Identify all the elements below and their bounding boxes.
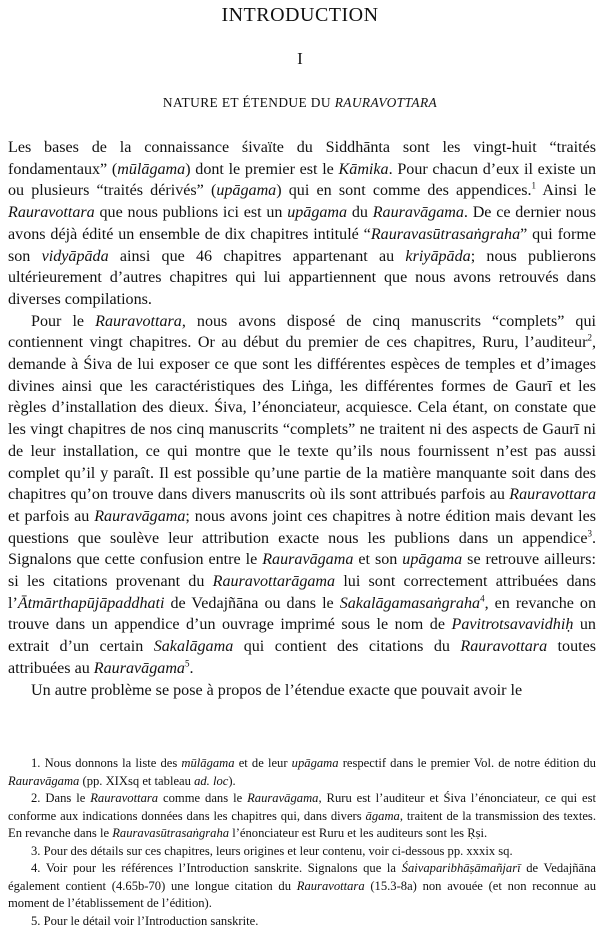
text-run: (15.3-8a) non avouée (et non reconnue au moment de l’établissement de l’édition). (8, 878, 596, 910)
footnote-ref: 1 (531, 181, 537, 192)
text-run: toutes attribuées au (8, 638, 597, 677)
paragraph (8, 680, 596, 702)
italic-term: mūlāgama (117, 160, 186, 178)
text-run: ) dont le premier est le (185, 160, 339, 178)
text-run: se retrouve ailleurs: si les citations provenant du (8, 551, 596, 591)
italic-term: Rauravottara (8, 204, 95, 222)
italic-term: Rauravāgama (247, 791, 319, 805)
italic-term: upāgama (287, 204, 348, 222)
italic-term: Pavitrotsavavidhiḥ (451, 616, 574, 634)
text-run: et parfois au (8, 507, 95, 525)
footnote (8, 860, 596, 913)
italic-term: upāgama (402, 551, 463, 569)
italic-term: mūlāgama (181, 756, 235, 770)
text-run: l’énonciateur est Ruru et les auditeurs sont les Ṛṣi. (229, 826, 488, 840)
italic-term: kriyāpāda (405, 247, 471, 265)
italic-term: Rauravasūtrasaṅgraha (370, 225, 521, 243)
italic-term: Ātmārthapūjāpaddhati (17, 594, 165, 612)
text-run: 3. Pour des détails sur ces chapitres, leurs origines et leur contenu, voir ci-dessous pp. xxxix sq. (31, 843, 513, 858)
footnote-ref: 4 (480, 593, 485, 604)
text-run: . Pour chacun d’eux il existe un ou plusieurs “traités dérivés” ( (8, 160, 597, 200)
italic-term: Sakalāgama (153, 638, 234, 656)
text-run: un extrait d’un certain (8, 616, 596, 656)
italic-term: Rauravāgama (262, 551, 354, 569)
text-run: respectif dans le premier Vol. de notre édition du (338, 756, 596, 770)
italic-term: Rauravasūtrasaṅgraha (112, 826, 230, 840)
italic-term: Rauravāgama (94, 507, 186, 525)
text-run: Ainsi le (536, 182, 596, 200)
text-run: . Signalons que cette confusion entre le (8, 529, 596, 569)
text-run: 2. Dans le (31, 791, 91, 805)
italic-term: Rauravottara (509, 486, 596, 504)
section-heading (0, 95, 600, 111)
footnote (8, 790, 596, 843)
text-run: , traitent de la transmission des textes. En revanche dans le (8, 808, 596, 840)
text-run: Pour le (31, 312, 96, 330)
page-title: INTRODUCTION (221, 4, 379, 26)
italic-term: upāgama (216, 182, 277, 200)
text-run: ” qui forme son (8, 225, 596, 265)
italic-term: Sakalāgamasaṅgraha (339, 594, 481, 612)
footnote (8, 843, 596, 861)
italic-term: Rauravāgama (8, 773, 80, 788)
italic-term: Rauravottara (296, 878, 365, 893)
footnotes (8, 755, 596, 930)
text-run: du (347, 204, 373, 222)
text-run: de Vedajñāna également contient (4.65b-70) une longue citation du (8, 861, 597, 893)
italic-term: Rauravottara (90, 791, 159, 805)
italic-term: Rauravāgama (93, 659, 185, 677)
text-run: Un autre problème se pose à propos de l’étendue exacte que pouvait avoir le (31, 681, 523, 699)
footnote (8, 913, 596, 931)
paragraph (8, 311, 596, 680)
text-run: ainsi que 46 chapitres appartenant au (108, 247, 406, 265)
section-heading-text: NATURE ET ÉTENDUE DU (162, 95, 335, 110)
footnote-ref: 5 (184, 658, 190, 669)
text-run: ). (228, 773, 236, 788)
italic-term: Rauravottara (460, 638, 548, 656)
italic-term: āgama (365, 808, 400, 823)
part-numeral: I (297, 49, 303, 68)
paragraph (8, 137, 596, 311)
italic-term: ad. loc (194, 773, 229, 788)
italic-term: Rauravāgama (372, 204, 464, 222)
footnote-ref: 3 (587, 528, 592, 539)
text-run: ; nous avons joint ces chapitres à notre édition mais devant les questions que soulève leur attribution exacte nous les publions dans un appendice (8, 507, 596, 547)
text-run: de Vedajñāna ou dans le (164, 594, 340, 612)
text-run: qui contient des citations du (233, 638, 461, 656)
italic-term: upāgama (291, 756, 339, 770)
main-text (8, 137, 596, 701)
italic-term: vidyāpāda (41, 247, 109, 265)
text-run: que nous publions ici est un (94, 204, 288, 222)
italic-term: Śaivaparibhāṣāmañjarī (401, 861, 521, 875)
text-run: , demande à Śiva de lui exposer ce que sont les différentes espèces de temples et d’images divines ainsi que les caractéristiques des Liṅga, les différentes formes de Gaurī et les règles d’installation des dieux. Śiva, l’énonciateur, acquiesce. Cela étant, on constate que les vingt chapitres de nos cinq manuscrits “complets” ne traitent ni des aspects de Gaurī ni de leur installation, ce qui montre que le texte qu’ils nous fournissent n’est pas aussi complet qu’il y paraît. Il est possible qu’une partie de la matière manquante soit dans des chapitres qu’on trouve dans divers manuscrits où ils sont attribués parfois au (8, 334, 596, 504)
text-run: ) qui en sont comme des appendices. (276, 182, 532, 200)
italic-term: Rauravottara (95, 312, 182, 330)
text-run: 4. Voir pour les références l’Introduction sanskrite. Signalons que la (31, 861, 402, 875)
text-run: lui sont correctement attribuées dans l’ (8, 573, 596, 612)
text-run: et de leur (234, 756, 292, 770)
text-run: , nous avons disposé de cinq manuscrits “complets” qui contiennent vingt chapitres. Or au début du premier de ces chapitres, Ruru, l’auditeur (8, 312, 596, 352)
italic-term: Kāmika (338, 160, 389, 178)
text-run: 1. Nous donnons la liste des (31, 756, 182, 770)
text-run: , Ruru est l’auditeur et Śiva l’énonciateur, ce qui est conforme aux indications données dans les chapitres qui, dans divers (8, 791, 596, 823)
text-run: 5. Pour le détail voir l’Introduction sanskrite. (31, 913, 259, 928)
text-run: Les bases de la connaissance śivaïte du Siddhānta sont les vingt-huit “traités fondamentaux” ( (8, 139, 596, 178)
text-run: comme dans le (158, 791, 248, 805)
text-run: ; nous publierons ultérieurement d’autres chapitres qui lui appartiennent que nous avons retrouvés dans diverses compilations. (8, 247, 596, 308)
footnote-ref: 2 (587, 332, 592, 343)
text-run: . De ce dernier nous avons déjà édité un ensemble de dix chapitres intitulé “ (8, 204, 596, 243)
text-run: (pp. XIXsq et tableau (79, 773, 195, 788)
text-run: et son (353, 551, 403, 569)
text-run: . (189, 659, 194, 677)
section-heading-italic: RAURAVOTTARA (334, 95, 438, 110)
footnote (8, 755, 596, 790)
text-run: , en revanche on trouve dans un appendice d’un ouvrage imprimé sous le nom de (8, 594, 596, 634)
italic-term: Rauravottarāgama (212, 573, 336, 591)
